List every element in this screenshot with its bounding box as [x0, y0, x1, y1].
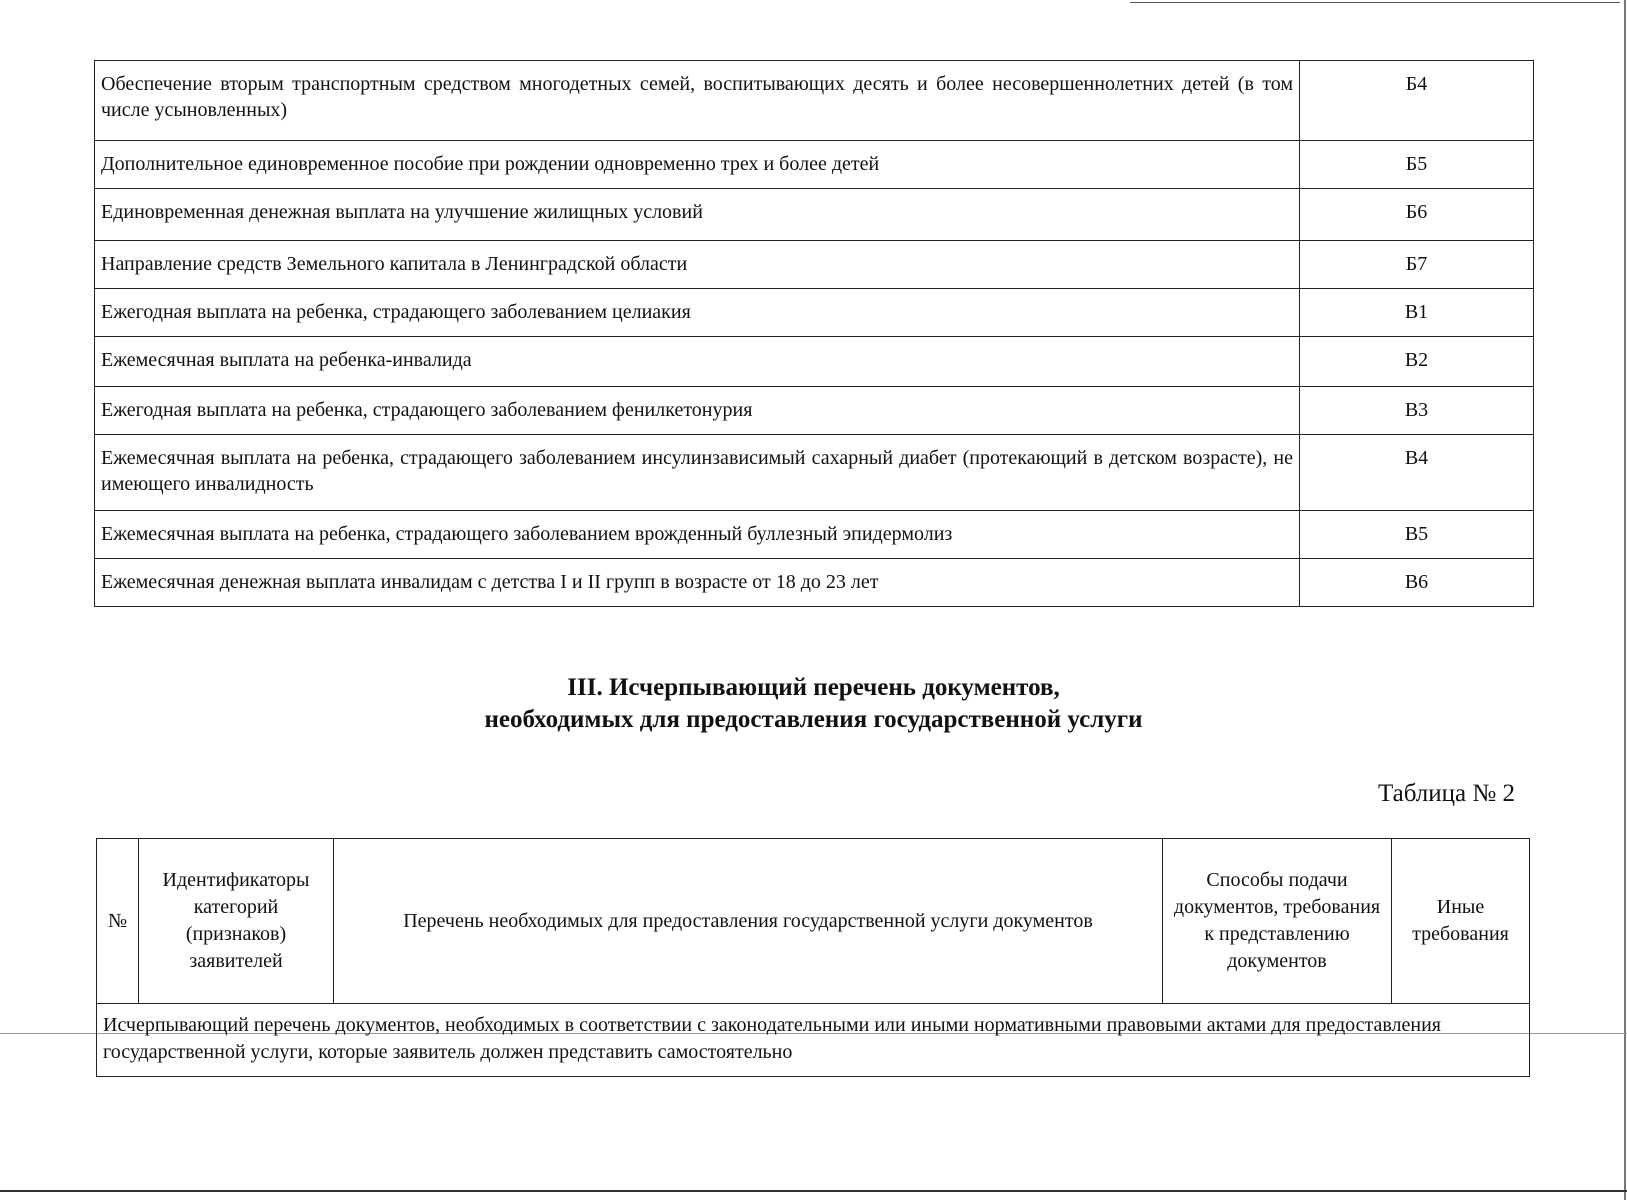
benefit-code-cell: Б4: [1300, 61, 1534, 141]
benefit-code-cell: В3: [1300, 387, 1534, 435]
benefit-code-cell: Б7: [1300, 241, 1534, 289]
benefit-name-cell: Ежемесячная выплата на ребенка, страдающего заболеванием врожденный буллезный эпидермолиз: [95, 511, 1300, 559]
benefit-name-cell: Ежегодная выплата на ребенка, страдающего заболеванием целиакия: [95, 289, 1300, 337]
table-row: [95, 289, 1534, 337]
header-number: №: [97, 839, 139, 1004]
table-row: [95, 511, 1534, 559]
benefit-code-cell: В2: [1300, 337, 1534, 387]
section-heading-line: необходимых для предоставления государственной услуги: [484, 706, 1143, 733]
benefit-code-cell: В5: [1300, 511, 1534, 559]
benefit-name-cell: Направление средств Земельного капитала в Ленинградской области: [95, 241, 1300, 289]
section-row-cell: Исчерпывающий перечень документов, необходимых в соответствии с законодательными или иными нормативными правовыми актами для предоставления государственной услуги, которые заявитель должен представить самостоятельно: [97, 1004, 1530, 1077]
header-methods: Способы подачи документов, требования к представлению документов: [1163, 839, 1392, 1004]
table-row: [95, 61, 1534, 141]
table-row: [95, 387, 1534, 435]
benefits-table: [94, 60, 1534, 607]
benefit-code-cell: В4: [1300, 435, 1534, 511]
benefit-name-cell: Ежемесячная денежная выплата инвалидам с детства I и II групп в возрасте от 18 до 23 лет: [95, 559, 1300, 607]
benefit-code-cell: Б5: [1300, 141, 1534, 189]
benefit-code-cell: Б6: [1300, 189, 1534, 241]
table-row: [95, 559, 1534, 607]
benefit-code-cell: В6: [1300, 559, 1534, 607]
benefit-name-cell: Дополнительное единовременное пособие при рождении одновременно трех и более детей: [95, 141, 1300, 189]
scan-artifact-edge: [1624, 0, 1626, 1200]
benefit-name-cell: Ежемесячная выплата на ребенка-инвалида: [95, 337, 1300, 387]
header-identifiers: Идентификаторы категорий (признаков) заявителей: [139, 839, 334, 1004]
benefit-name-cell: Ежегодная выплата на ребенка, страдающего заболеванием фенилкетонурия: [95, 387, 1300, 435]
section-heading-line: III. Исчерпывающий перечень документов,: [567, 674, 1060, 701]
table-row: [95, 141, 1534, 189]
benefit-name-cell: Обеспечение вторым транспортным средством многодетных семей, воспитывающих десять и более несовершеннолетних детей (в том числе усыновленных): [95, 61, 1300, 141]
header-other-requirements: Иные требования: [1392, 839, 1530, 1004]
table-caption: Таблица № 2: [1377, 780, 1515, 807]
table-header-row: [97, 839, 1530, 1004]
benefit-code-cell: В1: [1300, 289, 1534, 337]
documents-table: [96, 838, 1530, 1077]
section-heading: [0, 672, 1627, 736]
scan-artifact-edge: [0, 1190, 1627, 1192]
header-documents: Перечень необходимых для предоставления государственной услуги документов: [334, 839, 1163, 1004]
scan-artifact-line: [1130, 2, 1620, 3]
benefits-table-body: [95, 61, 1534, 607]
documents-table-body: [97, 1004, 1530, 1077]
benefit-name-cell: Ежемесячная выплата на ребенка, страдающего заболеванием инсулинзависимый сахарный диабет (протекающий в детском возрасте), не имеющего инвалидность: [95, 435, 1300, 511]
table-row: [95, 337, 1534, 387]
documents-table-header: [97, 839, 1530, 1004]
table-row: [97, 1004, 1530, 1077]
table-row: [95, 241, 1534, 289]
table-row: [95, 189, 1534, 241]
table-row: [95, 435, 1534, 511]
benefit-name-cell: Единовременная денежная выплата на улучшение жилищных условий: [95, 189, 1300, 241]
